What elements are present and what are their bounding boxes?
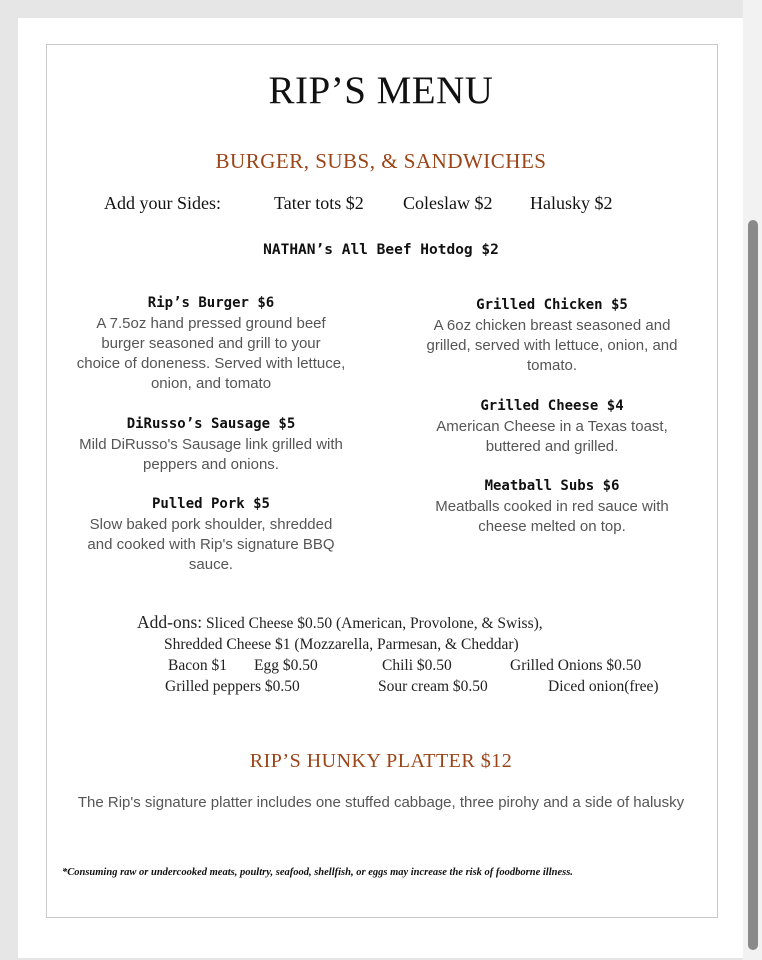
item-desc-line: Meatballs cooked in red sauce with [435, 498, 669, 515]
item-desc-line: buttered and grilled. [485, 438, 619, 455]
item-name: Meatball Subs $6 [484, 478, 620, 494]
side-tater-tots: Tater tots $2 [274, 193, 364, 213]
item-desc-line: A 7.5oz hand pressed ground beef [96, 315, 326, 332]
item-desc-line: grilled, served with lettuce, onion, and [426, 337, 678, 354]
menu-item-dirussos-sausage [52, 414, 370, 475]
menu-item-meatball-subs [402, 476, 702, 537]
addons-sliced-cheese: Sliced Cheese $0.50 (American, Provolone, & Swiss), [206, 615, 543, 632]
menu-item-grilled-chicken [402, 295, 702, 376]
platter-description: The Rip's signature platter includes one stuffed cabbage, three pirohy and a side of halusky [77, 794, 685, 811]
item-desc-line: American Cheese in a Texas toast, [436, 418, 668, 435]
section-heading: BURGER, SUBS, & SANDWICHES [215, 149, 547, 173]
item-desc-line: Slow baked pork shoulder, shredded [89, 516, 333, 533]
item-desc-line: choice of doneness. Served with lettuce, [76, 355, 346, 372]
addon-chili: Chili $0.50 [382, 657, 452, 674]
addons-line-1 [137, 612, 543, 633]
addon-sour-cream: Sour cream $0.50 [378, 678, 488, 695]
health-disclaimer: *Consuming raw or undercooked meats, poultry, seafood, shellfish, or eggs may increase the risk of foodborne illness. [62, 867, 573, 878]
item-desc-line: sauce. [188, 556, 234, 573]
item-name: Grilled Cheese $4 [480, 398, 624, 414]
addon-grilled-onions: Grilled Onions $0.50 [510, 657, 642, 674]
menu-item-pulled-pork [52, 494, 370, 575]
item-desc-line: A 6oz chicken breast seasoned and [433, 317, 671, 334]
sides-label: Add your Sides: [104, 193, 221, 213]
item-name: Rip’s Burger $6 [147, 295, 275, 311]
platter-title: RIP’S HUNKY PLATTER $12 [249, 750, 513, 772]
item-name: Grilled Chicken $5 [476, 297, 628, 313]
addons-shredded-cheese: Shredded Cheese $1 (Mozzarella, Parmesan, & Cheddar) [164, 636, 519, 653]
hotdog-item: NATHAN’s All Beef Hotdog $2 [263, 242, 499, 258]
side-halusky: Halusky $2 [530, 193, 613, 213]
item-desc-line: burger seasoned and grill to your [101, 335, 321, 352]
item-name: DiRusso’s Sausage $5 [126, 416, 296, 432]
addon-grilled-peppers: Grilled peppers $0.50 [165, 678, 300, 695]
menu-item-grilled-cheese [402, 396, 702, 457]
addon-bacon: Bacon $1 [168, 657, 227, 674]
item-desc-line: tomato. [526, 357, 578, 374]
item-desc-line: Mild DiRusso's Sausage link grilled with [79, 436, 343, 453]
item-desc-line: and cooked with Rip's signature BBQ [87, 536, 335, 553]
item-name: Pulled Pork $5 [151, 496, 270, 512]
scrollbar-thumb[interactable] [748, 220, 758, 950]
addon-diced-onion: Diced onion(free) [548, 678, 659, 695]
item-desc-line: cheese melted on top. [478, 518, 626, 535]
addon-egg: Egg $0.50 [254, 657, 318, 674]
menu-item-rips-burger [52, 293, 370, 394]
item-desc-line: peppers and onions. [143, 456, 279, 473]
menu-title: RIP’S MENU [268, 69, 494, 112]
item-desc-line: onion, and tomato [150, 375, 272, 392]
side-coleslaw: Coleslaw $2 [403, 193, 493, 213]
addons-label: Add-ons: [137, 612, 203, 632]
